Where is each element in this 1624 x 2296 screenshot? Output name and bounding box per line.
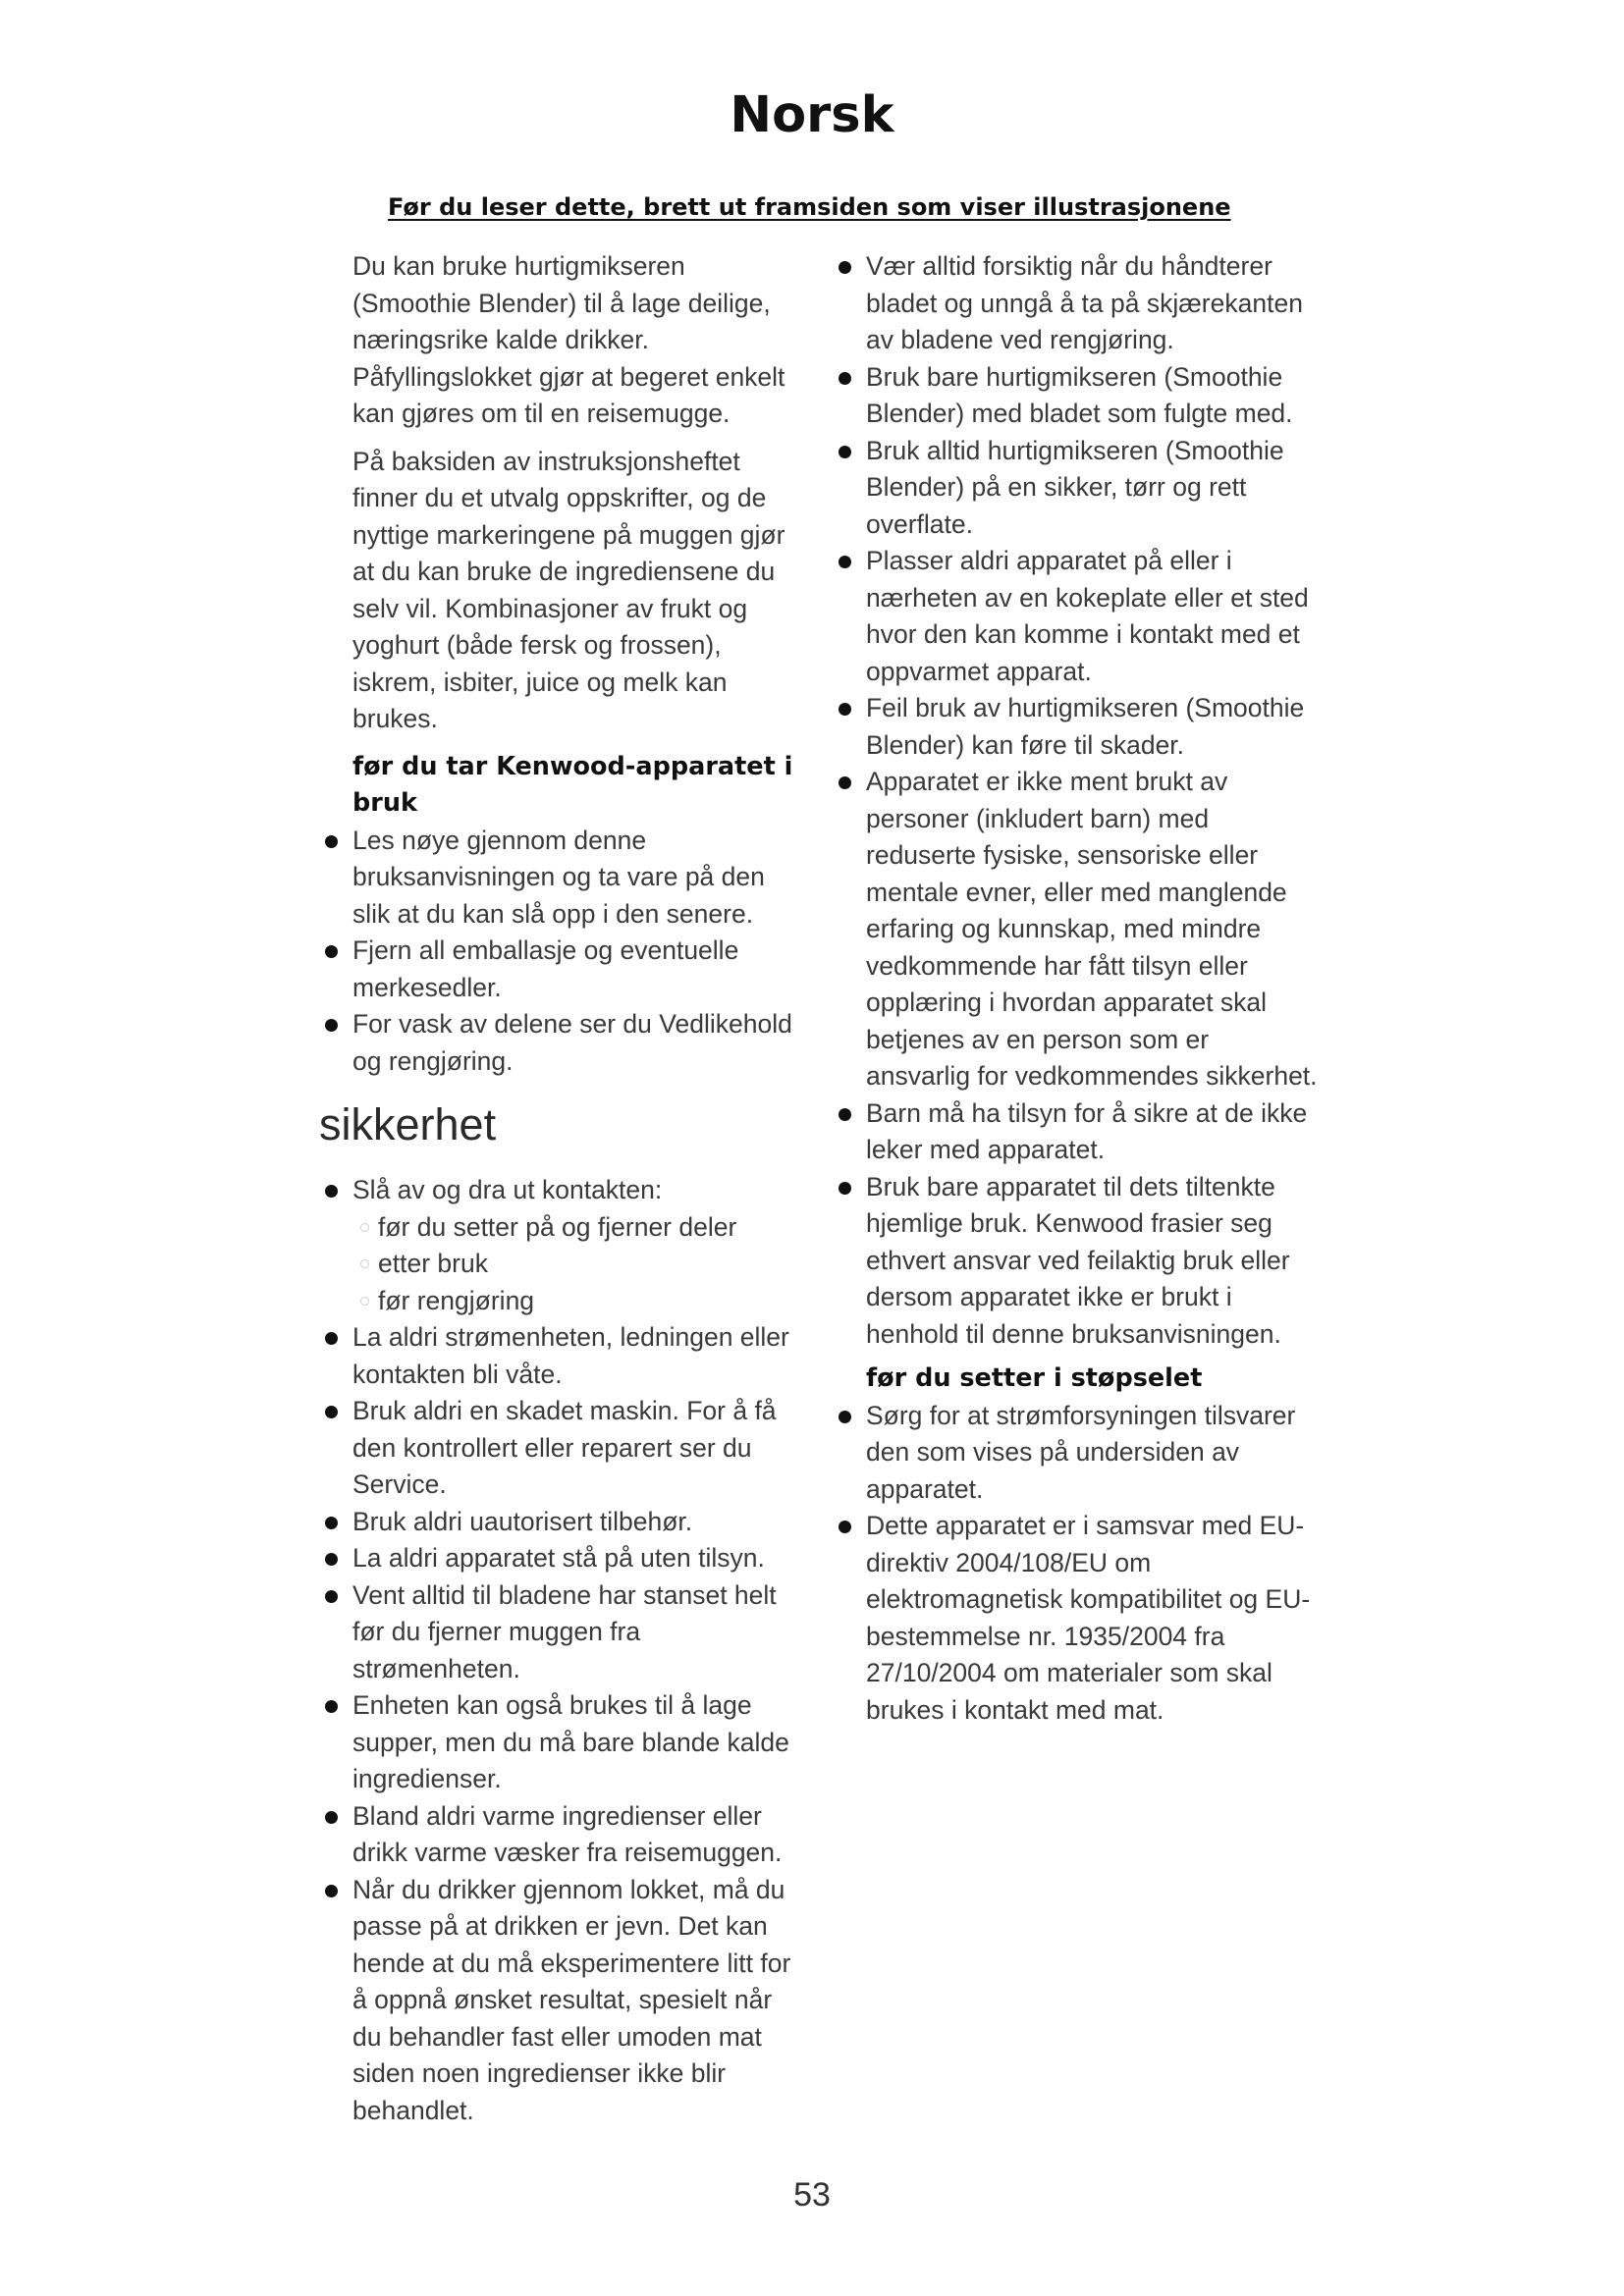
- list-item: Enheten kan også brukes til å lage supper, men du må bare blande kalde ingredienser.: [352, 1687, 804, 1798]
- left-column: [319, 248, 804, 2129]
- list-item: La aldri apparatet stå på uten tilsyn.: [352, 1540, 804, 1577]
- safety-section-title: sikkerhet: [319, 1099, 497, 1149]
- list-item: Fjern all emballasje og eventuelle merkesedler.: [352, 933, 804, 1006]
- before-use-list: [352, 823, 804, 1081]
- before-use-heading: før du tar Kenwood-apparatet i bruk: [352, 751, 793, 818]
- safety-list-continued: [866, 248, 1318, 1353]
- intro-paragraph: På baksiden av instruksjonsheftet finner du et utvalg oppskrifter, og de nyttige markeringene på muggen gjør at du kan bruke de ingrediensene du selv vil. Kombinasjoner av frukt og yoghurt (både fersk og frossen), iskrem, isbiter, juice og melk kan brukes.: [352, 446, 785, 733]
- list-item: Plasser aldri apparatet på eller i nærheten av en kokeplate eller et sted hvor den kan komme i kontakt med et oppvarmet apparat.: [866, 543, 1318, 690]
- plug-list: [866, 1398, 1318, 1730]
- list-item: Bland aldri varme ingredienser eller drikk varme væsker fra reisemuggen.: [352, 1798, 804, 1872]
- sub-list-item: etter bruk: [352, 1246, 804, 1283]
- sub-list-item: før du setter på og fjerner deler: [352, 1209, 804, 1247]
- list-item: Les nøye gjennom denne bruksanvisningen og ta vare på den slik at du kan slå opp i den senere.: [352, 823, 804, 934]
- list-item: Barn må ha tilsyn for å sikre at de ikke leker med apparatet.: [866, 1095, 1318, 1169]
- right-column: [866, 248, 1318, 1729]
- list-item: Når du drikker gjennom lokket, må du passe på at drikken er jevn. Det kan hende at du må eksperimentere litt for å oppnå ønsket resultat, spesielt når du behandler fast eller umoden mat siden noen ingredienser ikke blir behandlet.: [352, 1872, 804, 2130]
- unplug-item-text: Slå av og dra ut kontakten:: [352, 1175, 663, 1204]
- list-item: Bruk bare hurtigmikseren (Smoothie Blender) med bladet som fulgte med.: [866, 359, 1318, 433]
- list-item: Apparatet er ikke ment brukt av personer (inkludert barn) med reduserte fysiske, sensoriske eller mentale evner, eller med manglende erfaring og kunnskap, med mindre vedkommende har fått tilsyn eller opplæring i hvordan apparatet skal betjenes av en person som er ansvarlig for vedkommendes sikkerhet.: [866, 764, 1318, 1095]
- list-item: Bruk aldri en skadet maskin. For å få den kontrollert eller reparert ser du Service.: [352, 1393, 804, 1504]
- list-item: Vent alltid til bladene har stanset helt før du fjerner muggen fra strømenheten.: [352, 1577, 804, 1688]
- sub-list-item: før rengjøring: [352, 1283, 804, 1320]
- page-subtitle: Før du leser dette, brett ut framsiden som viser illustrasjonene: [388, 193, 1231, 221]
- list-item: La aldri strømenheten, ledningen eller kontakten bli våte.: [352, 1319, 804, 1393]
- page-number: 53: [793, 2176, 831, 2214]
- list-item: Vær alltid forsiktig når du håndterer bladet og unngå å ta på skjærekanten av bladene ved rengjøring.: [866, 248, 1318, 359]
- list-item: [352, 1172, 804, 1319]
- list-item: Bruk bare apparatet til dets tiltenkte hjemlige bruk. Kenwood frasier seg ethvert ansvar ved feilaktig bruk eller dersom apparatet ikke er brukt i henhold til denne bruksanvisningen.: [866, 1169, 1318, 1354]
- list-item: Dette apparatet er i samsvar med EU-direktiv 2004/108/EU om elektromagnetisk kompatibilitet og EU-bestemmelse nr. 1935/2004 fra 27/10/2004 om materialer som skal brukes i kontakt med mat.: [866, 1508, 1318, 1729]
- list-item: Sørg for at strømforsyningen tilsvarer den som vises på undersiden av apparatet.: [866, 1398, 1318, 1509]
- list-item: For vask av delene ser du Vedlikehold og rengjøring.: [352, 1006, 804, 1080]
- unplug-sublist: [352, 1209, 804, 1320]
- list-item: Bruk aldri uautorisert tilbehør.: [352, 1504, 804, 1541]
- page-title: Norsk: [730, 86, 894, 144]
- list-item: Bruk alltid hurtigmikseren (Smoothie Blender) på en sikker, tørr og rett overflate.: [866, 433, 1318, 544]
- safety-list: [352, 1172, 804, 2129]
- intro-paragraph: Du kan bruke hurtigmikseren (Smoothie Blender) til å lage deilige, næringsrike kalde drikker. Påfyllingslokket gjør at begeret enkelt kan gjøres om til en reisemugge.: [352, 251, 785, 428]
- list-item: Feil bruk av hurtigmikseren (Smoothie Blender) kan føre til skader.: [866, 690, 1318, 764]
- plug-heading: før du setter i støpselet: [866, 1363, 1203, 1393]
